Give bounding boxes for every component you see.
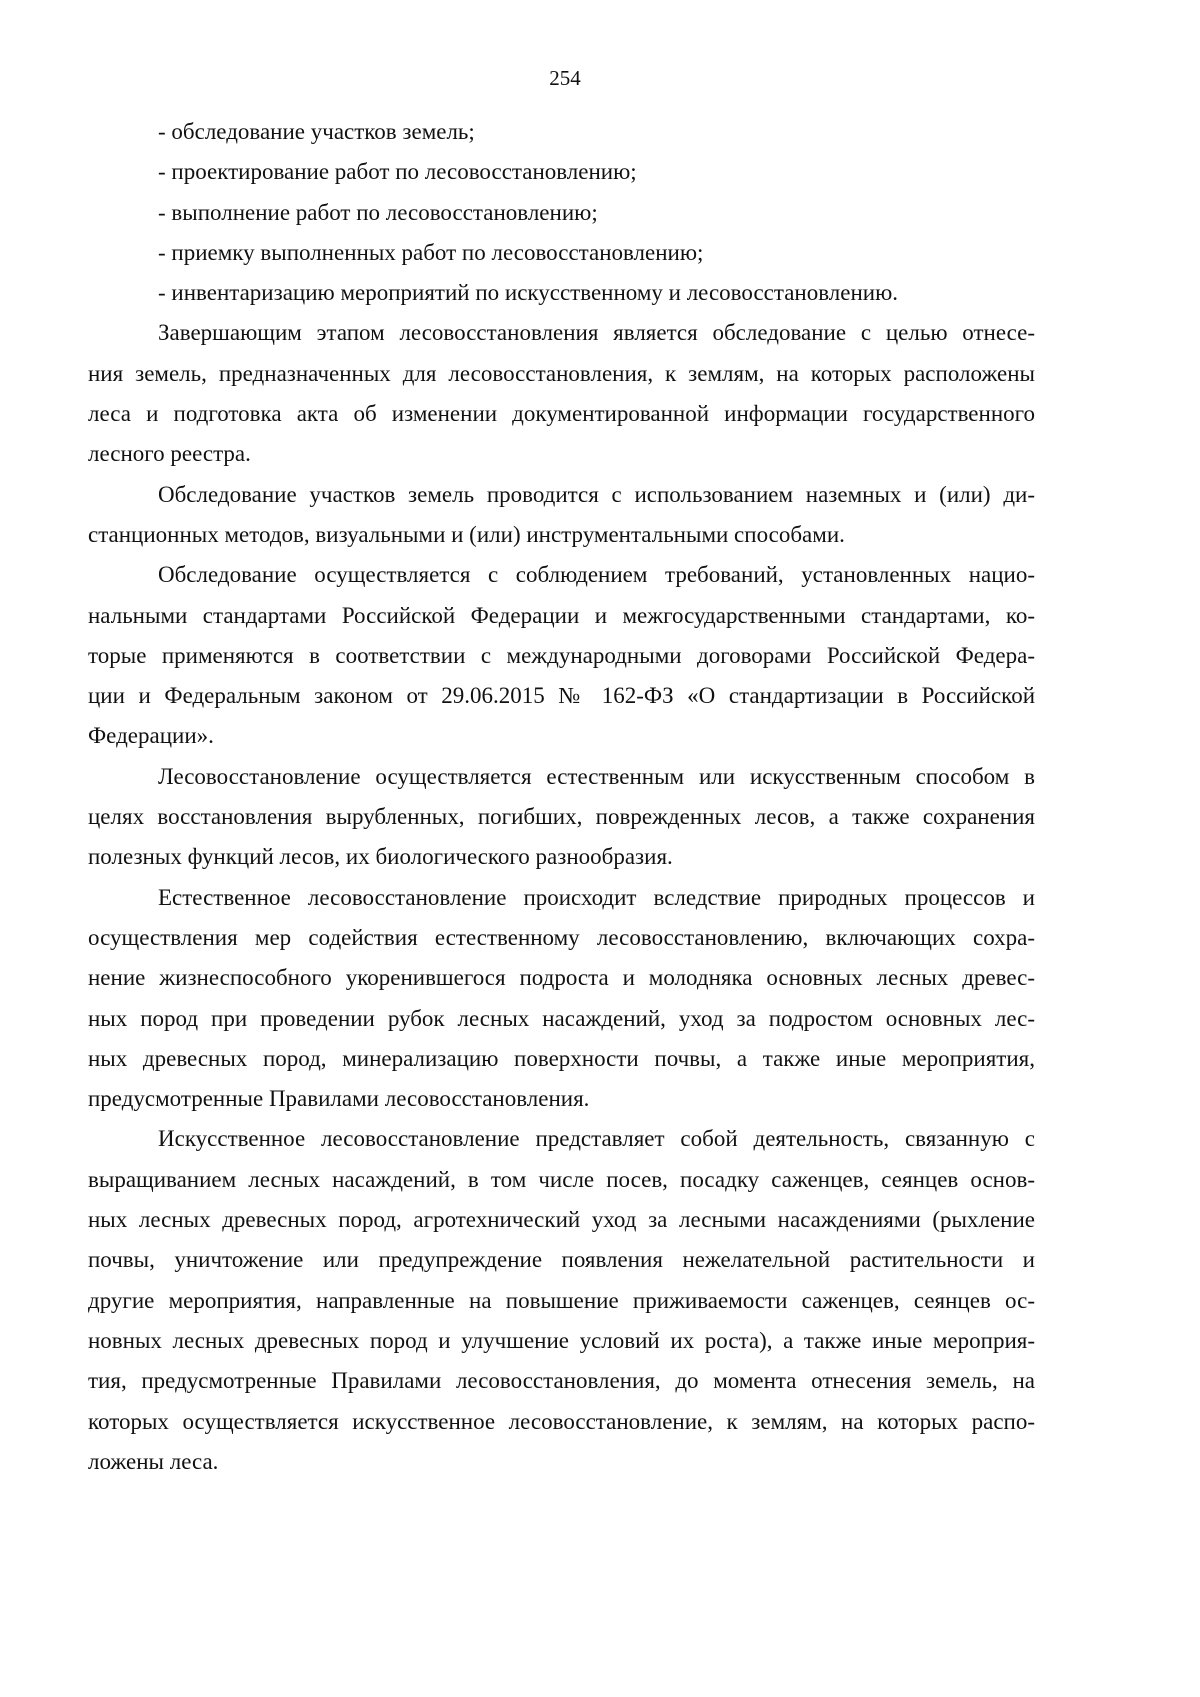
- text-line: станционных методов, визуальными и (или) инструментальными способами.: [88, 521, 845, 547]
- text-line: нение жизнеспособного укоренившегося подроста и молодняка основных лесных древес-: [88, 965, 1035, 991]
- text-line: ных древесных пород, минерализацию поверхности почвы, а также иные мероприятия,: [88, 1045, 1035, 1071]
- text-line: лесного реестра.: [88, 441, 251, 467]
- text-line: ложены леса.: [88, 1448, 219, 1474]
- text-line: торые применяются в соответствии с международными договорами Российской Федера-: [88, 642, 1035, 668]
- paragraph: [88, 475, 1035, 556]
- text-line: Обследование участков земель проводится с использованием наземных и (или) ди-: [158, 481, 1035, 507]
- paragraph: [88, 757, 1035, 878]
- text-line: леса и подготовка акта об изменении документированной информации государственного: [88, 401, 1035, 427]
- text-line: ных пород при проведении рубок лесных насаждений, уход за подростом основных лес-: [88, 1005, 1035, 1031]
- text-line: ции и Федеральным законом от 29.06.2015 № 162-ФЗ «О стандартизации в Российской: [88, 683, 1035, 709]
- page-number: 254: [549, 66, 581, 90]
- text-line: тия, предусмотренные Правилами лесовосстановления, до момента отнесения земель, на: [88, 1368, 1035, 1394]
- text-line: Естественное лесовосстановление происходит вследствие природных процессов и: [158, 884, 1035, 910]
- text-line: новных лесных древесных пород и улучшение условий их роста), а также иные мероприя-: [88, 1327, 1035, 1353]
- text-line: полезных функций лесов, их биологического разнообразия.: [88, 844, 673, 870]
- text-line: другие мероприятия, направленные на повышение приживаемости саженцев, сеянцев ос-: [88, 1287, 1035, 1313]
- list-item: - выполнение работ по лесовосстановлению;: [158, 199, 598, 225]
- list-item: - инвентаризацию мероприятий по искусственному и лесовосстановлению.: [158, 280, 899, 306]
- paragraph: [88, 1119, 1035, 1482]
- text-line: Завершающим этапом лесовосстановления является обследование с целью отнесе-: [158, 320, 1035, 346]
- paragraph: [88, 878, 1035, 1120]
- list-item: - обследование участков земель;: [158, 119, 475, 144]
- paragraph: [88, 313, 1035, 474]
- list-item: - проектирование работ по лесовосстановлению;: [158, 159, 637, 185]
- text-line: осуществления мер содействия естественному лесовосстановлению, включающих сохра-: [88, 924, 1035, 950]
- text-line: Лесовосстановление осуществляется естественным или искусственным способом в: [158, 763, 1035, 789]
- text-line: нальными стандартами Российской Федерации и межгосударственными стандартами, ко-: [88, 602, 1035, 628]
- paragraph: [88, 555, 1035, 756]
- text-line: выращиванием лесных насаждений, в том числе посев, посадку саженцев, сеянцев основ-: [88, 1166, 1035, 1192]
- text-line: целях восстановления вырубленных, погибших, поврежденных лесов, а также сохранения: [88, 804, 1035, 830]
- text-line: Обследование осуществляется с соблюдением требований, установленных нацио-: [158, 562, 1035, 588]
- text-line: Искусственное лесовосстановление представляет собой деятельность, связанную с: [158, 1126, 1035, 1152]
- text-line: ных лесных древесных пород, агротехнический уход за лесными насаждениями (рыхление: [88, 1207, 1035, 1233]
- text-line: Федерации».: [88, 723, 214, 749]
- text-line: которых осуществляется искусственное лесовосстановление, к землям, на которых распо-: [88, 1408, 1035, 1434]
- list-item: - приемку выполненных работ по лесовосстановлению;: [158, 239, 704, 265]
- document-body: [88, 112, 1035, 1482]
- text-line: ния земель, предназначенных для лесовосстановления, к землям, на которых расположены: [88, 360, 1035, 386]
- text-line: предусмотренные Правилами лесовосстановления.: [88, 1086, 590, 1112]
- text-line: почвы, уничтожение или предупреждение появления нежелательной растительности и: [88, 1247, 1035, 1273]
- procedure-list: [88, 112, 1035, 313]
